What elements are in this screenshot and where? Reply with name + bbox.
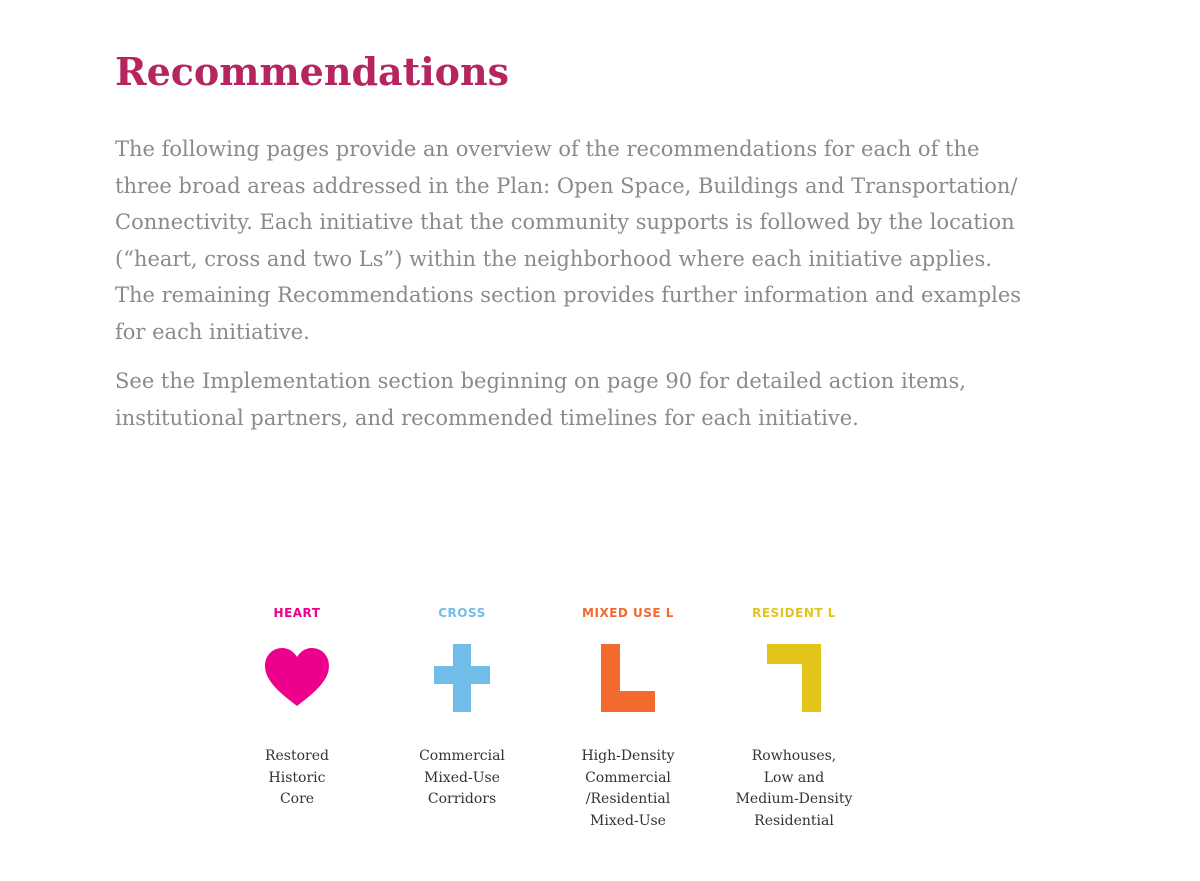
intro-line: institutional partners, and recommended timelines for each initiative. — [115, 405, 859, 430]
legend-item-cross — [372, 600, 552, 811]
intro-text — [115, 131, 1115, 449]
legend-description — [704, 746, 884, 832]
legend-description-line: Corridors — [427, 791, 497, 807]
legend-description-line: Mixed-Use — [590, 812, 666, 829]
legend-label: MIXED USE L — [582, 606, 674, 620]
legend-description — [372, 746, 552, 811]
intro-line: The remaining Recommendations section provides further information and examples — [115, 283, 1022, 307]
intro-line: Connectivity. Each initiative that the community supports is followed by the location — [115, 210, 1015, 234]
cross-icon — [426, 642, 498, 714]
heart-icon — [261, 642, 333, 714]
legend-description-line: High-Density — [581, 748, 675, 764]
implementation-paragraph — [115, 363, 1115, 436]
legend-description-line: Commercial — [419, 748, 505, 764]
legend-description-line: Mixed-Use — [424, 769, 500, 786]
legend-label: RESIDENT L — [752, 606, 836, 620]
legend-description — [207, 746, 387, 811]
intro-line: See the Implementation section beginning on page 90 for detailed action items, — [115, 369, 966, 393]
legend-description-line: Historic — [268, 769, 326, 786]
legend-description — [538, 746, 718, 832]
legend-description-line: Core — [279, 791, 315, 807]
legend-description-line: /Residential — [585, 791, 671, 807]
reverse-l-shape-icon — [758, 642, 830, 714]
intro-line: three broad areas addressed in the Plan: Open Space, Buildings and Transportation/ — [115, 173, 1018, 198]
legend-description-line: Low and — [763, 769, 825, 786]
legend-label: HEART — [273, 606, 321, 620]
legend-label: CROSS — [438, 606, 486, 620]
intro-line: for each initiative. — [115, 319, 310, 344]
legend-description-line: Rowhouses, — [751, 748, 837, 764]
legend-item-heart — [207, 600, 387, 811]
legend-description-line: Commercial — [585, 769, 671, 786]
legend-item-resident-l — [704, 600, 884, 832]
l-shape-icon — [592, 642, 664, 714]
legend-description-line: Residential — [754, 812, 834, 829]
page-title: Recommendations — [115, 49, 510, 94]
legend-description-line: Medium-Density — [735, 791, 853, 807]
intro-line: (“heart, cross and two Ls”) within the neighborhood where each initiative applies. — [115, 246, 992, 271]
legend-item-mixed-use-l — [538, 600, 718, 832]
legend-description-line: Restored — [264, 748, 329, 764]
intro-line: The following pages provide an overview of the recommendations for each of the — [115, 137, 980, 161]
intro-paragraph — [115, 131, 1115, 350]
